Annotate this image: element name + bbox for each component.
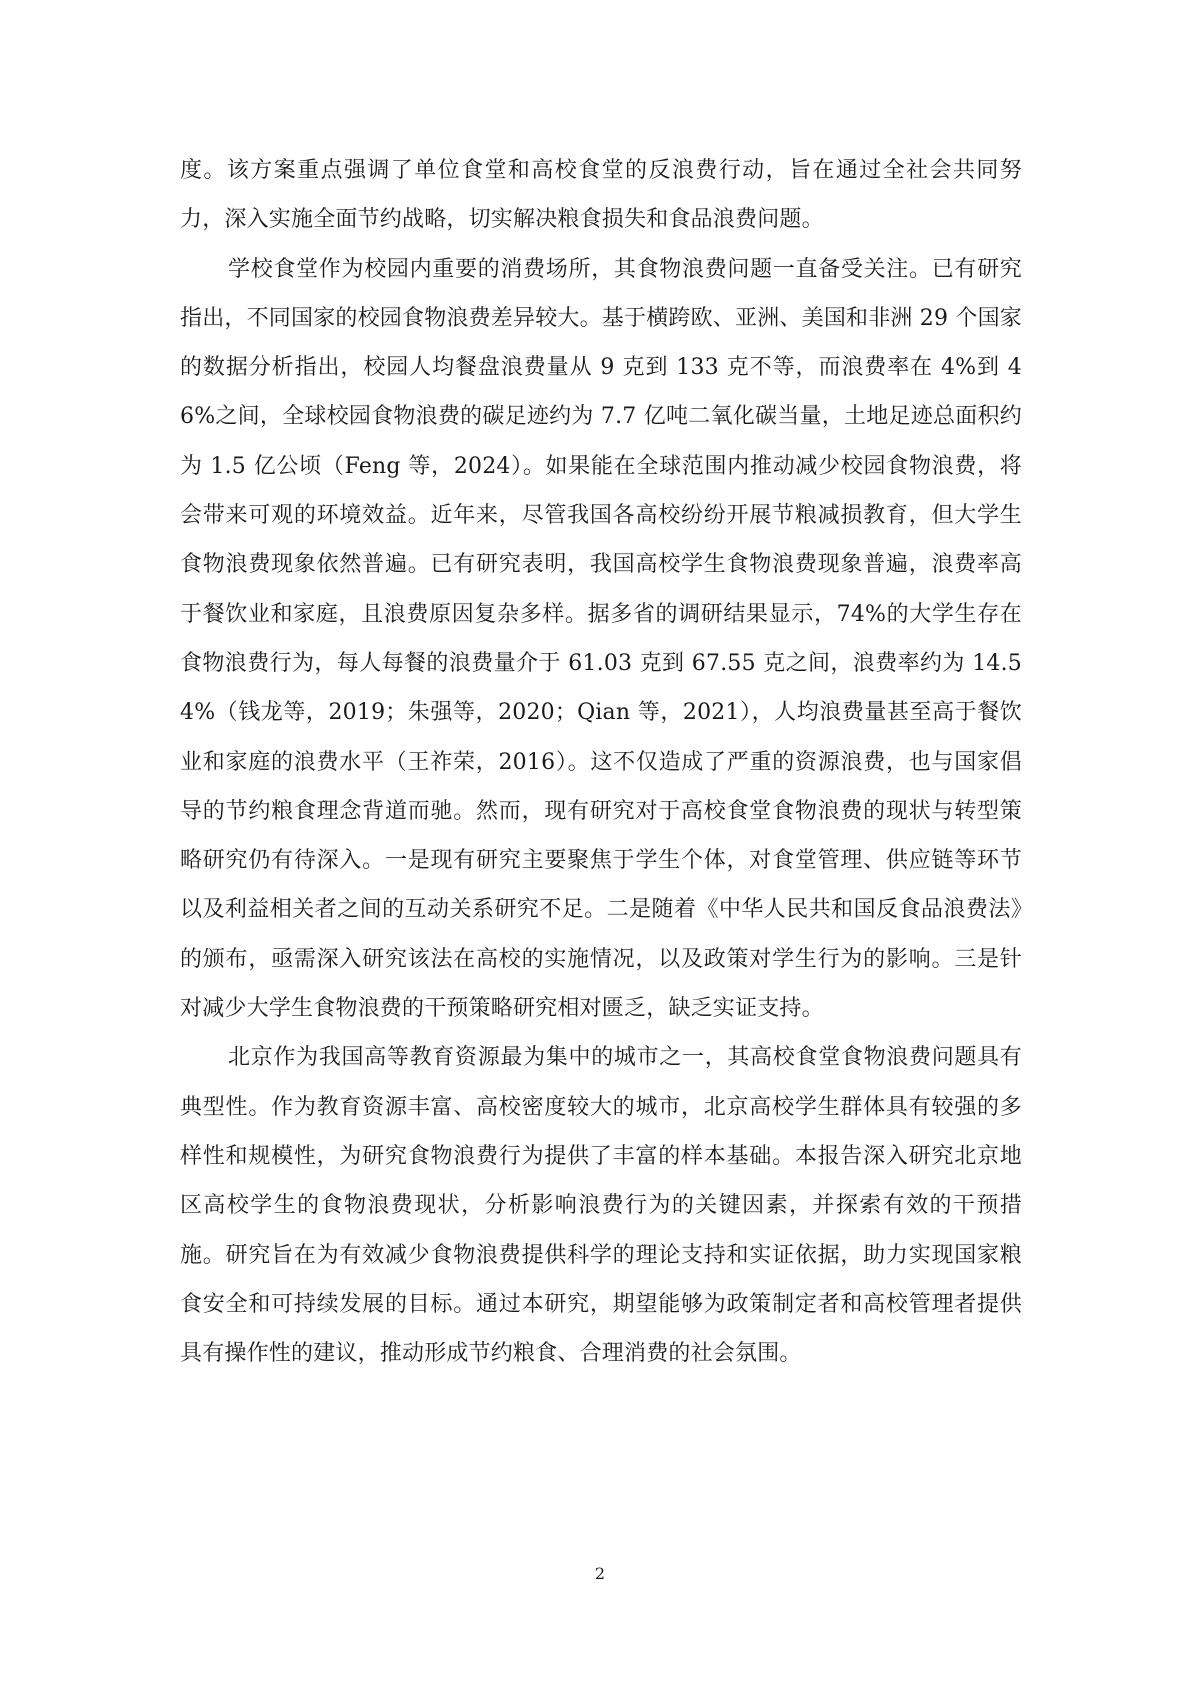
paragraph-campus-food-waste: 学校食堂作为校园内重要的消费场所，其食物浪费问题一直备受关注。已有研究指出，不同国家的校园食物浪费差异较大。基于横跨欧、亚洲、美国和非洲 29 个国家的数据分析指出，校园人均餐盘浪费量从 9 克到 133 克不等，而浪费率在 4%到 46%之间，全球校园食物浪费的碳足迹约为 7.7 亿吨二氧化碳当量，土地足迹总面积约为 1.5 亿公顷（Feng 等，2024）。如果能在全球范围内推动减少校园食物浪费，将会带来可观的环境效益。近年来，尽管我国各高校纷纷开展节粮减损教育，但大学生食物浪费现象依然普遍。已有研究表明，我国高校学生食物浪费现象普遍，浪费率高于餐饮业和家庭，且浪费原因复杂多样。据多省的调研结果显示，74%的大学生存在食物浪费行为，每人每餐的浪费量介于 61.03 克到 67.55 克之间，浪费率约为 14.54%（钱龙等，2019；朱强等，2020；Qian 等，2021），人均浪费量甚至高于餐饮业和家庭的浪费水平（王祚荣，2016）。这不仅造成了严重的资源浪费，也与国家倡导的节约粮食理念背道而驰。然而，现有研究对于高校食堂食物浪费的现状与转型策略研究仍有待深入。一是现有研究主要聚焦于学生个体，对食堂管理、供应链等环节以及利益相关者之间的互动关系研究不足。二是随着《中华人民共和国反食品浪费法》的颁布，亟需深入研究该法在高校的实施情况，以及政策对学生行为的影响。三是针对减少大学生食物浪费的干预策略研究相对匮乏，缺乏实证支持。 xyxy=(180,256,1022,1022)
page-number: 2 xyxy=(594,1564,606,1583)
paragraph-continuation: 度。该方案重点强调了单位食堂和高校食堂的反浪费行动，旨在通过全社会共同努力，深入实施全面节约战略，切实解决粮食损失和食品浪费问题。 xyxy=(180,158,1022,233)
body-text xyxy=(180,146,1022,1378)
paragraph-beijing-universities: 北京作为我国高等教育资源最为集中的城市之一，其高校食堂食物浪费问题具有典型性。作为教育资源丰富、高校密度较大的城市，北京高校学生群体具有较强的多样性和规模性，为研究食物浪费行为提供了丰富的样本基础。本报告深入研究北京地区高校学生的食物浪费现状，分析影响浪费行为的关键因素，并探索有效的干预措施。研究旨在为有效减少食物浪费提供科学的理论支持和实证依据，助力实现国家粮食安全和可持续发展的目标。通过本研究，期望能够为政策制定者和高校管理者提供具有操作性的建议，推动形成节约粮食、合理消费的社会氛围。 xyxy=(180,1045,1022,1367)
